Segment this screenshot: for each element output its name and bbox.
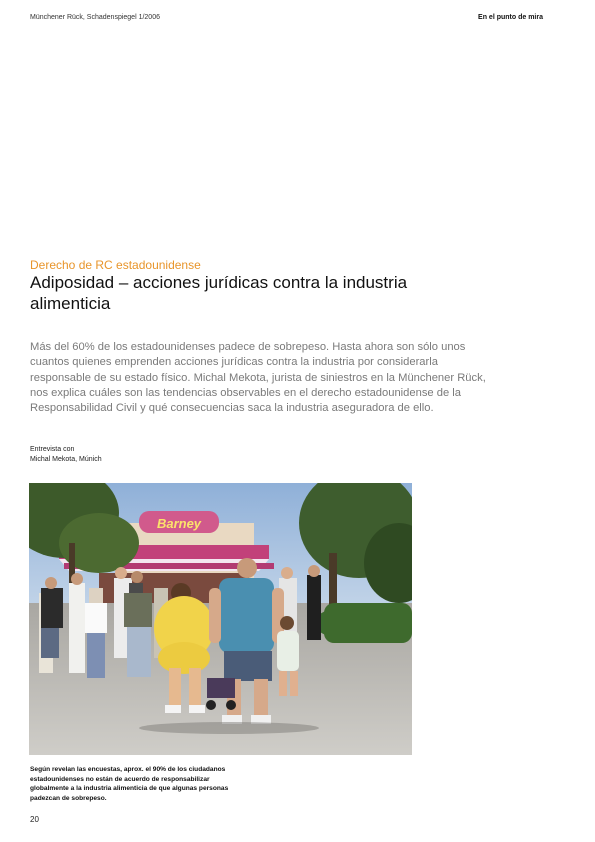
photo-caption: Según revelan las encuestas, aprox. el 90% de los ciudadanos estadounidenses no están de acuerdo de responsabilizar globalmente a la industria alimenticia de que algunas personas padezcan de sobrepeso.: [30, 766, 229, 802]
section-label: Derecho de RC estadounidense: [30, 258, 201, 272]
interview-label: Entrevista con: [30, 446, 75, 453]
interview-credit: [30, 445, 102, 464]
photo-sign-text: Barney: [156, 516, 202, 531]
article-title: Adiposidad – acciones jurídicas contra la industria alimenticia: [30, 273, 408, 313]
photo-hedge: [324, 603, 412, 643]
page-number: 20: [30, 815, 39, 824]
article-photo: [29, 483, 412, 755]
running-header-section: En el punto de mira: [478, 14, 543, 21]
interviewee-name: Michal Mekota, Múnich: [30, 455, 102, 463]
photo-shadow: [139, 722, 319, 734]
running-header-publication: Münchener Rück, Schadenspiegel 1/2006: [30, 14, 160, 21]
article-lead: Más del 60% de los estadounidenses padece de sobrepeso. Hasta ahora son sólo unos cuantos quienes emprenden acciones jurídicas contra la industria por considerarla responsable de su estado físico. Michal Mekota, jurista de siniestros en la Münchener Rück, nos explica cuáles son las tendencias observables en el derecho estadounidense de la Responsabilidad Civil y qué consecuencias saca la industria aseguradora de ello.: [30, 341, 486, 415]
